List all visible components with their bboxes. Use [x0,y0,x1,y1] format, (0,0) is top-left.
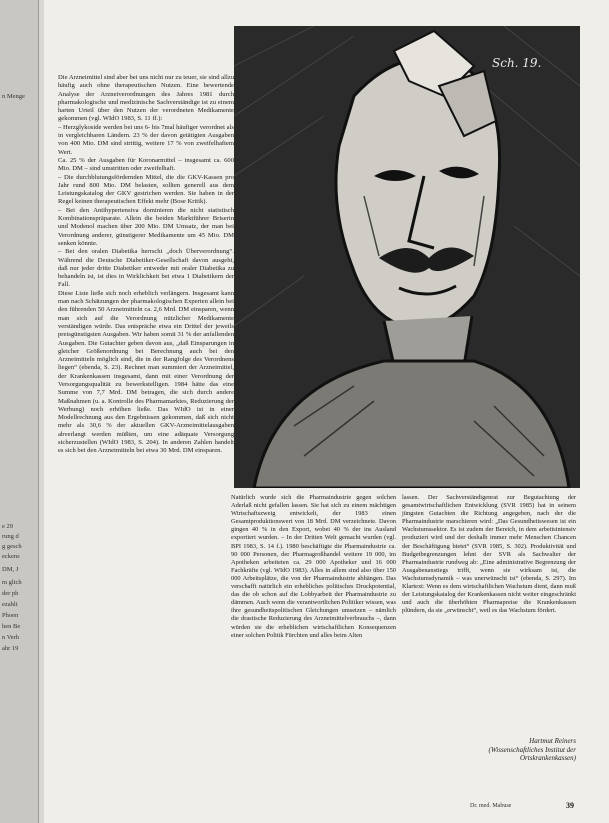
margin-fragment: e 29 [2,523,14,530]
paragraph: Ca. 25 % der Ausgaben für Koronarmittel – insgesamt ca. 600 Mio. DM – sind umstritten oder zweifelhaft. [58,156,234,173]
expressionist-portrait-illustration [234,26,580,488]
author-name: Hartmut Reiners [529,737,576,745]
margin-fragment: n Verh [2,634,20,641]
portrait-drawing [234,26,580,488]
adjacent-page-edge [0,0,39,823]
paragraph: – Herzglykoside werden bei uns 6- bis 7mal häufiger verordnet als in vergleichbaren Ländern. 23 % der davon getätigten Ausgaben von 400 Mio. DM sind strittig, weitere 17 % von zweifelhaftem Wert. [58,123,234,156]
magazine-title: Dr. med. Mabuse [470,803,512,809]
paragraph: – Die durchblutungsfördernden Mittel, die die GKV-Kassen pro Jahr rund 800 Mio. DM belasten, sollten generell aus dem Leistungskatalog der GKV gestrichen werden. Sie haben in der Regel keinen therapeutischen Effekt mehr (Bose Kritik). [58,173,234,206]
margin-fragment: hen Be [2,623,21,630]
author-affiliation: (Wissenschaftliches Institut der Ortskrankenkassen) [488,745,576,763]
author-signature [440,737,576,763]
margin-fragment: der ph [2,590,19,597]
margin-fragment: g gesch [2,543,22,550]
margin-fragment: DM, J [2,566,19,573]
margin-fragment: eckens [2,553,20,560]
handwritten-note: Sch. 19. [492,56,542,70]
margin-fragment: Phoen [2,612,19,619]
text-column-right: lassen. Der Sachverständigenrat zur Begutachtung der gesamtwirtschaftlichen Entwicklung (SVR 1985) hat in seinem jüngsten Gutachten die Richtung angegeben, nach der die Pharmaindustrie marschieren wird: „Das Gesundheitswesen ist ein Wachstumssektor. Es ist zudem der Bereich, in dem arbeitsintensiv produziert wird und der deshalb immer mehr Menschen Chancen der Beschäftigung bietet“ (SVR 1985, S. 302). Produktivität und Budgetbegrenzungen lehnt der SVR als Sachwalter der Pharmaindustrie rundweg ab: „Eine administrative Begrenzung der Ausgabenanstiegs trifft, wenn sie wirksam ist, die Wachstumsdynamik – was unerwünscht ist“ (ebenda, S. 297). Im Klartext: Wenn es dem wirtschaftlichen Wachstum dient, dann muß der Leistungskatalog der Krankenkassen nicht weiter eingeschränkt und auch die überhöhten Pharmapreise die Krankenkassen plündern, da sie „erwünscht“, weil es das Wachstum fördert. [402,494,576,615]
margin-fragment: m glich [2,579,22,586]
paragraph: – Bei den oralen Diabetika herrscht „doch Überverordnung“. Während die Deutsche Diabetiker-Gesellschaft davon ausgeht, daß nur jeder dritte Diabetiker entweder mit oraler Diabetika zu behandeln ist, ist dies in Wirklichkeit bei etwa 1 Diabetikern der Fall. [58,248,234,289]
paragraph: Diese Liste ließe sich noch erheblich verlängern. Insgesamt kann man nach Schätzungen der pharmakologischen Experten allein bei den führenden 50 Arzneimitteln ca. 2,6 Mrd. DM einsparen, wenn man sich auf die Verordnung nützlicher Medikamente verständigen würde. Das entspräche etwa ein Drittel der jeweils preisgünstigsten Ausgaben. Wir haben somit 31 % der anfallenden Ausgaben. Die Gutachter geben davon aus, „daß Einsparungen in gleicher Größenordnung bei Berechnung auch bei den Arzneimitteln möglich sind, die in der Rangfolge des Verordnens liegen“ (ebenda, S. 23). Rechnet man summiert der Arzneimittel, der Krankenkassen insgesamt, dann mit einer Verordnung der Versorgungsqualität zu bewerkstelligen. 1984 hätte das eine Summe von 7,7 Mrd. DM betragen, die sich durch andere Maßnahmen (u. a. Kontrolle des Pharmamarktes, Reduzierung der Werbung) noch erhöhen ließe. Das WIdO ist in einer Modellrechnung aus den Ergebnissen gekommen, daß sich nicht mehr als 30,6 % der aktuellen GKV-Arzneimittelausgaben abverlangt werden müßten, um eine adäquate Versorgung sicherzustellen (WIdO 1983, S. 204). In anderen Zahlen handelt es sich bei den Arzneimitteln bei etwa 30 Mrd. DM einsparen. [58,289,234,455]
text-column-middle: Natürlich wurde sich die Pharmaindustrie gegen solchen Aderlaß nicht gefallen lassen. Sie hat sich zu einem mächtigen Wirtschaftszweig entwickelt, der 1983 einen Gesamtproduktionswert von 18 Mrd. DM verzeichnete. Davon gingen 40 % in den Export, wobei 40 % der ins Ausland exportiert wurden. – In der Dritten Welt gemacht wurden (vgl. BPI 1983, S. 14 f.). 1980 beschäftigte die Pharmaindustrie ca. 90 000 Personen, der Pharmagroßhandel weitere 19 000, im Apotheken arbeiteten ca. 29 000 Apotheker und 16 000 Fachkräfte (vgl. WIdO 1983). Alles in allem sind also über 150 000 Arbeitsplätze, die von der Pharmaindustrie abhängen. Das verschafft natürlich ein erhebliches politisches Druckpotential, das die ob schon auf die Lobbyarbeit der Pharmaindustrie zu dämmen. Auch wenn die verantwortlichen Politiker wissen, was ihre gesundheitspolitischen Gleichungen umsetzen – nämlich die drastische Reduzierung des Arzneimittelverbrauchs –, dann würden sie die erheblichen wirtschaftlichen Konsequenzen einer solchen Politik Fürchten und alles beim Alten [231,494,396,639]
paragraph: – Bei den Antihypertensiva dominieren die nicht statistisch Kombinationspräparate. Allein die beiden Marktführer Briserin und Modenol machen über 200 Mio. DM Umsatz, der man bei Verordnung anderer, günstigerer Medikamente um 45 Mio. DM senken könnte. [58,206,234,247]
margin-fragment: rung d [2,533,19,540]
text-column-left [58,74,234,456]
margin-fragment: ahr 19 [2,645,19,652]
margin-fragment: ezahlt [2,601,18,608]
page-number: 39 [566,801,574,810]
margin-fragment: n Menge [2,93,25,100]
paragraph: Die Arzneimittel sind aber bei uns nicht nur zu teuer, sie sind allzu häufig auch ohne therapeutischen Nutzen. Eine bewertende Analyse der Arzneiverordnungen des Jahres 1981 durch pharmakologische und medizinische Sachverständige ist zu einem harten Urteil über den Nutzen der verordneten Medikamente gekommen (vgl. WIdO 1983, S. 11 ff.): [58,74,234,123]
